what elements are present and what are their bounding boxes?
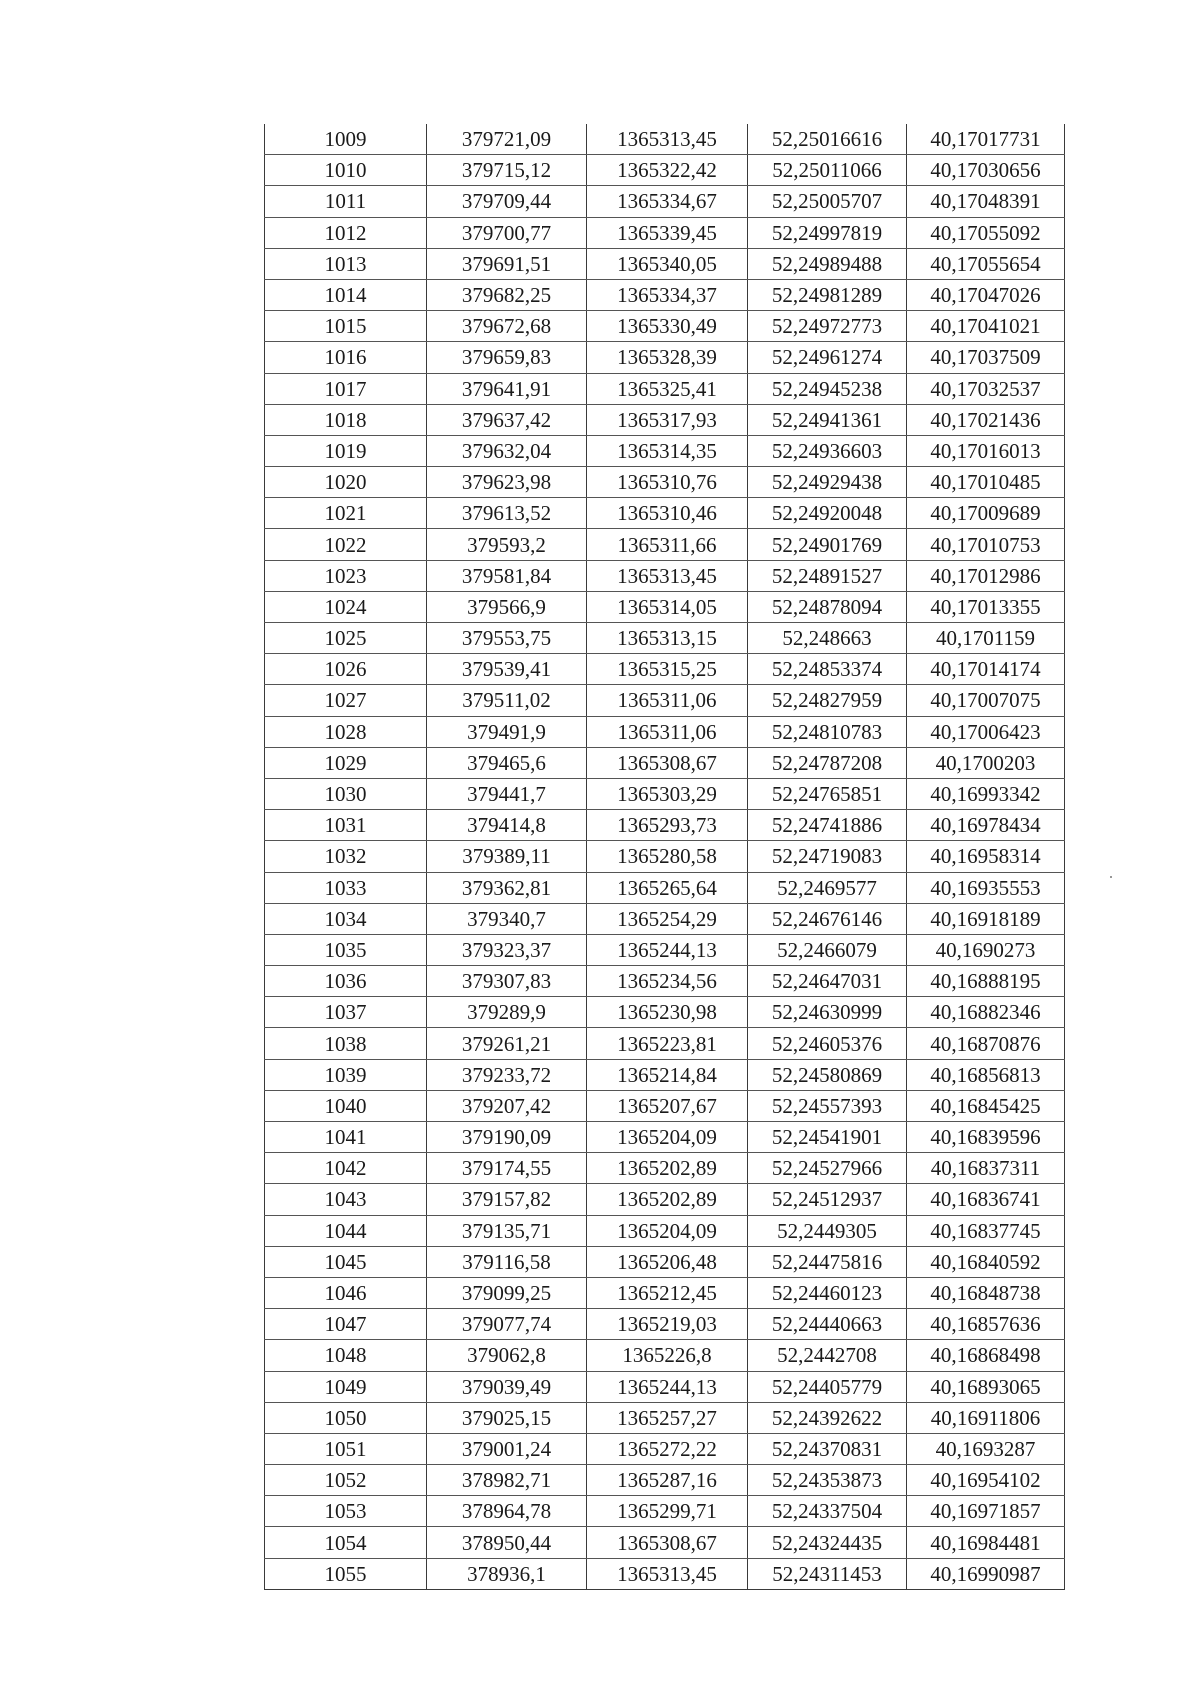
x-coordinate-cell: 379039,49 xyxy=(427,1371,587,1402)
x-coordinate-cell: 378982,71 xyxy=(427,1465,587,1496)
latitude-cell: 52,24719083 xyxy=(748,841,907,872)
latitude-cell: 52,24370831 xyxy=(748,1433,907,1464)
latitude-cell: 52,24827959 xyxy=(748,685,907,716)
table-row xyxy=(265,248,1065,279)
table-row xyxy=(265,217,1065,248)
table-row xyxy=(265,623,1065,654)
y-coordinate-cell: 1365244,13 xyxy=(587,1371,748,1402)
x-coordinate-cell: 379553,75 xyxy=(427,623,587,654)
table-row xyxy=(265,1246,1065,1277)
point-number-cell: 1033 xyxy=(265,872,427,903)
x-coordinate-cell: 379389,11 xyxy=(427,841,587,872)
y-coordinate-cell: 1365314,35 xyxy=(587,435,748,466)
longitude-cell: 40,17021436 xyxy=(907,404,1065,435)
y-coordinate-cell: 1365219,03 xyxy=(587,1309,748,1340)
longitude-cell: 40,1700203 xyxy=(907,747,1065,778)
longitude-cell: 40,16870876 xyxy=(907,1028,1065,1059)
latitude-cell: 52,24981289 xyxy=(748,279,907,310)
latitude-cell: 52,24512937 xyxy=(748,1184,907,1215)
longitude-cell: 40,1690273 xyxy=(907,934,1065,965)
latitude-cell: 52,24945238 xyxy=(748,373,907,404)
longitude-cell: 40,17007075 xyxy=(907,685,1065,716)
x-coordinate-cell: 379190,09 xyxy=(427,1122,587,1153)
longitude-cell: 40,17030656 xyxy=(907,155,1065,186)
point-number-cell: 1032 xyxy=(265,841,427,872)
latitude-cell: 52,25005707 xyxy=(748,186,907,217)
longitude-cell: 40,17016013 xyxy=(907,435,1065,466)
table-row xyxy=(265,404,1065,435)
y-coordinate-cell: 1365308,67 xyxy=(587,747,748,778)
point-number-cell: 1054 xyxy=(265,1527,427,1558)
table-row xyxy=(265,685,1065,716)
coordinates-table xyxy=(264,124,1065,1590)
y-coordinate-cell: 1365313,45 xyxy=(587,124,748,155)
table-row xyxy=(265,903,1065,934)
latitude-cell: 52,2449305 xyxy=(748,1215,907,1246)
longitude-cell: 40,16993342 xyxy=(907,778,1065,809)
table-row xyxy=(265,1309,1065,1340)
table-row xyxy=(265,872,1065,903)
x-coordinate-cell: 379632,04 xyxy=(427,435,587,466)
latitude-cell: 52,24647031 xyxy=(748,966,907,997)
y-coordinate-cell: 1365313,45 xyxy=(587,560,748,591)
latitude-cell: 52,24440663 xyxy=(748,1309,907,1340)
x-coordinate-cell: 379491,9 xyxy=(427,716,587,747)
y-coordinate-cell: 1365257,27 xyxy=(587,1402,748,1433)
longitude-cell: 40,17012986 xyxy=(907,560,1065,591)
x-coordinate-cell: 379207,42 xyxy=(427,1090,587,1121)
x-coordinate-cell: 379511,02 xyxy=(427,685,587,716)
table-row xyxy=(265,279,1065,310)
point-number-cell: 1011 xyxy=(265,186,427,217)
table-row xyxy=(265,1496,1065,1527)
point-number-cell: 1013 xyxy=(265,248,427,279)
x-coordinate-cell: 379135,71 xyxy=(427,1215,587,1246)
latitude-cell: 52,24353873 xyxy=(748,1465,907,1496)
x-coordinate-cell: 379001,24 xyxy=(427,1433,587,1464)
y-coordinate-cell: 1365202,89 xyxy=(587,1184,748,1215)
x-coordinate-cell: 378964,78 xyxy=(427,1496,587,1527)
latitude-cell: 52,24929438 xyxy=(748,467,907,498)
y-coordinate-cell: 1365244,13 xyxy=(587,934,748,965)
latitude-cell: 52,24989488 xyxy=(748,248,907,279)
point-number-cell: 1030 xyxy=(265,778,427,809)
longitude-cell: 40,17055092 xyxy=(907,217,1065,248)
table-row xyxy=(265,654,1065,685)
point-number-cell: 1047 xyxy=(265,1309,427,1340)
latitude-cell: 52,24337504 xyxy=(748,1496,907,1527)
x-coordinate-cell: 379233,72 xyxy=(427,1059,587,1090)
point-number-cell: 1041 xyxy=(265,1122,427,1153)
point-number-cell: 1043 xyxy=(265,1184,427,1215)
longitude-cell: 40,17041021 xyxy=(907,311,1065,342)
x-coordinate-cell: 379157,82 xyxy=(427,1184,587,1215)
longitude-cell: 40,17010753 xyxy=(907,529,1065,560)
longitude-cell: 40,17037509 xyxy=(907,342,1065,373)
table-row xyxy=(265,560,1065,591)
latitude-cell: 52,24941361 xyxy=(748,404,907,435)
table-row xyxy=(265,1558,1065,1589)
point-number-cell: 1053 xyxy=(265,1496,427,1527)
table-row xyxy=(265,498,1065,529)
latitude-cell: 52,2442708 xyxy=(748,1340,907,1371)
latitude-cell: 52,24460123 xyxy=(748,1277,907,1308)
table-row xyxy=(265,716,1065,747)
point-number-cell: 1018 xyxy=(265,404,427,435)
point-number-cell: 1036 xyxy=(265,966,427,997)
latitude-cell: 52,24630999 xyxy=(748,997,907,1028)
latitude-cell: 52,24605376 xyxy=(748,1028,907,1059)
latitude-cell: 52,24878094 xyxy=(748,591,907,622)
longitude-cell: 40,16990987 xyxy=(907,1558,1065,1589)
point-number-cell: 1026 xyxy=(265,654,427,685)
x-coordinate-cell: 379062,8 xyxy=(427,1340,587,1371)
y-coordinate-cell: 1365293,73 xyxy=(587,810,748,841)
point-number-cell: 1046 xyxy=(265,1277,427,1308)
point-number-cell: 1028 xyxy=(265,716,427,747)
longitude-cell: 40,17017731 xyxy=(907,124,1065,155)
point-number-cell: 1035 xyxy=(265,934,427,965)
table-row xyxy=(265,311,1065,342)
longitude-cell: 40,16893065 xyxy=(907,1371,1065,1402)
table-row xyxy=(265,747,1065,778)
longitude-cell: 40,17006423 xyxy=(907,716,1065,747)
longitude-cell: 40,1693287 xyxy=(907,1433,1065,1464)
table-row xyxy=(265,1527,1065,1558)
table-row xyxy=(265,966,1065,997)
point-number-cell: 1016 xyxy=(265,342,427,373)
latitude-cell: 52,24787208 xyxy=(748,747,907,778)
y-coordinate-cell: 1365230,98 xyxy=(587,997,748,1028)
y-coordinate-cell: 1365313,15 xyxy=(587,623,748,654)
table-row xyxy=(265,778,1065,809)
latitude-cell: 52,25011066 xyxy=(748,155,907,186)
point-number-cell: 1042 xyxy=(265,1153,427,1184)
longitude-cell: 40,16848738 xyxy=(907,1277,1065,1308)
latitude-cell: 52,24324435 xyxy=(748,1527,907,1558)
point-number-cell: 1034 xyxy=(265,903,427,934)
point-number-cell: 1039 xyxy=(265,1059,427,1090)
table-row xyxy=(265,591,1065,622)
x-coordinate-cell: 379414,8 xyxy=(427,810,587,841)
x-coordinate-cell: 379613,52 xyxy=(427,498,587,529)
table-row xyxy=(265,1153,1065,1184)
y-coordinate-cell: 1365310,46 xyxy=(587,498,748,529)
longitude-cell: 40,17009689 xyxy=(907,498,1065,529)
point-number-cell: 1038 xyxy=(265,1028,427,1059)
y-coordinate-cell: 1365303,29 xyxy=(587,778,748,809)
latitude-cell: 52,24475816 xyxy=(748,1246,907,1277)
latitude-cell: 52,24527966 xyxy=(748,1153,907,1184)
y-coordinate-cell: 1365340,05 xyxy=(587,248,748,279)
x-coordinate-cell: 379682,25 xyxy=(427,279,587,310)
x-coordinate-cell: 379721,09 xyxy=(427,124,587,155)
x-coordinate-cell: 378936,1 xyxy=(427,1558,587,1589)
latitude-cell: 52,24557393 xyxy=(748,1090,907,1121)
longitude-cell: 40,16984481 xyxy=(907,1527,1065,1558)
table-row xyxy=(265,529,1065,560)
y-coordinate-cell: 1365226,8 xyxy=(587,1340,748,1371)
latitude-cell: 52,24765851 xyxy=(748,778,907,809)
y-coordinate-cell: 1365299,71 xyxy=(587,1496,748,1527)
x-coordinate-cell: 379709,44 xyxy=(427,186,587,217)
y-coordinate-cell: 1365272,22 xyxy=(587,1433,748,1464)
latitude-cell: 52,24961274 xyxy=(748,342,907,373)
x-coordinate-cell: 379099,25 xyxy=(427,1277,587,1308)
x-coordinate-cell: 379323,37 xyxy=(427,934,587,965)
longitude-cell: 40,16978434 xyxy=(907,810,1065,841)
point-number-cell: 1045 xyxy=(265,1246,427,1277)
longitude-cell: 40,17010485 xyxy=(907,467,1065,498)
y-coordinate-cell: 1365339,45 xyxy=(587,217,748,248)
point-number-cell: 1025 xyxy=(265,623,427,654)
latitude-cell: 52,24580869 xyxy=(748,1059,907,1090)
y-coordinate-cell: 1365311,66 xyxy=(587,529,748,560)
table-row xyxy=(265,1028,1065,1059)
y-coordinate-cell: 1365280,58 xyxy=(587,841,748,872)
latitude-cell: 52,24901769 xyxy=(748,529,907,560)
y-coordinate-cell: 1365265,64 xyxy=(587,872,748,903)
table-row xyxy=(265,1433,1065,1464)
x-coordinate-cell: 379566,9 xyxy=(427,591,587,622)
table-row xyxy=(265,1215,1065,1246)
table-row xyxy=(265,1184,1065,1215)
table-row xyxy=(265,155,1065,186)
point-number-cell: 1040 xyxy=(265,1090,427,1121)
table-row xyxy=(265,467,1065,498)
latitude-cell: 52,24936603 xyxy=(748,435,907,466)
point-number-cell: 1024 xyxy=(265,591,427,622)
x-coordinate-cell: 379641,91 xyxy=(427,373,587,404)
longitude-cell: 40,16935553 xyxy=(907,872,1065,903)
point-number-cell: 1052 xyxy=(265,1465,427,1496)
point-number-cell: 1051 xyxy=(265,1433,427,1464)
x-coordinate-cell: 379715,12 xyxy=(427,155,587,186)
x-coordinate-cell: 379362,81 xyxy=(427,872,587,903)
table-row xyxy=(265,1402,1065,1433)
longitude-cell: 40,16954102 xyxy=(907,1465,1065,1496)
table-row xyxy=(265,1371,1065,1402)
latitude-cell: 52,24997819 xyxy=(748,217,907,248)
coordinates-table-body xyxy=(265,124,1065,1589)
point-number-cell: 1044 xyxy=(265,1215,427,1246)
latitude-cell: 52,24405779 xyxy=(748,1371,907,1402)
x-coordinate-cell: 379174,55 xyxy=(427,1153,587,1184)
y-coordinate-cell: 1365254,29 xyxy=(587,903,748,934)
table-row xyxy=(265,1122,1065,1153)
latitude-cell: 52,24541901 xyxy=(748,1122,907,1153)
y-coordinate-cell: 1365315,25 xyxy=(587,654,748,685)
y-coordinate-cell: 1365313,45 xyxy=(587,1558,748,1589)
longitude-cell: 40,16911806 xyxy=(907,1402,1065,1433)
y-coordinate-cell: 1365223,81 xyxy=(587,1028,748,1059)
x-coordinate-cell: 379289,9 xyxy=(427,997,587,1028)
y-coordinate-cell: 1365311,06 xyxy=(587,685,748,716)
y-coordinate-cell: 1365314,05 xyxy=(587,591,748,622)
x-coordinate-cell: 378950,44 xyxy=(427,1527,587,1558)
x-coordinate-cell: 379465,6 xyxy=(427,747,587,778)
y-coordinate-cell: 1365322,42 xyxy=(587,155,748,186)
table-row xyxy=(265,1277,1065,1308)
longitude-cell: 40,16918189 xyxy=(907,903,1065,934)
point-number-cell: 1009 xyxy=(265,124,427,155)
table-row xyxy=(265,810,1065,841)
y-coordinate-cell: 1365328,39 xyxy=(587,342,748,373)
point-number-cell: 1017 xyxy=(265,373,427,404)
latitude-cell: 52,24741886 xyxy=(748,810,907,841)
latitude-cell: 52,24853374 xyxy=(748,654,907,685)
y-coordinate-cell: 1365212,45 xyxy=(587,1277,748,1308)
y-coordinate-cell: 1365204,09 xyxy=(587,1122,748,1153)
longitude-cell: 40,16839596 xyxy=(907,1122,1065,1153)
point-number-cell: 1023 xyxy=(265,560,427,591)
longitude-cell: 40,16888195 xyxy=(907,966,1065,997)
longitude-cell: 40,16836741 xyxy=(907,1184,1065,1215)
x-coordinate-cell: 379672,68 xyxy=(427,311,587,342)
point-number-cell: 1019 xyxy=(265,435,427,466)
longitude-cell: 40,16840592 xyxy=(907,1246,1065,1277)
table-row xyxy=(265,934,1065,965)
y-coordinate-cell: 1365207,67 xyxy=(587,1090,748,1121)
longitude-cell: 40,17014174 xyxy=(907,654,1065,685)
y-coordinate-cell: 1365325,41 xyxy=(587,373,748,404)
longitude-cell: 40,16971857 xyxy=(907,1496,1065,1527)
y-coordinate-cell: 1365334,37 xyxy=(587,279,748,310)
point-number-cell: 1049 xyxy=(265,1371,427,1402)
y-coordinate-cell: 1365234,56 xyxy=(587,966,748,997)
table-row xyxy=(265,1465,1065,1496)
x-coordinate-cell: 379700,77 xyxy=(427,217,587,248)
table-row xyxy=(265,841,1065,872)
y-coordinate-cell: 1365311,06 xyxy=(587,716,748,747)
x-coordinate-cell: 379539,41 xyxy=(427,654,587,685)
point-number-cell: 1029 xyxy=(265,747,427,778)
point-number-cell: 1050 xyxy=(265,1402,427,1433)
point-number-cell: 1048 xyxy=(265,1340,427,1371)
longitude-cell: 40,16845425 xyxy=(907,1090,1065,1121)
x-coordinate-cell: 379623,98 xyxy=(427,467,587,498)
latitude-cell: 52,24311453 xyxy=(748,1558,907,1589)
longitude-cell: 40,16868498 xyxy=(907,1340,1065,1371)
scan-speck xyxy=(1110,876,1112,878)
point-number-cell: 1020 xyxy=(265,467,427,498)
table-row xyxy=(265,435,1065,466)
longitude-cell: 40,16856813 xyxy=(907,1059,1065,1090)
point-number-cell: 1022 xyxy=(265,529,427,560)
table-row xyxy=(265,124,1065,155)
latitude-cell: 52,2469577 xyxy=(748,872,907,903)
table-row xyxy=(265,186,1065,217)
y-coordinate-cell: 1365310,76 xyxy=(587,467,748,498)
x-coordinate-cell: 379691,51 xyxy=(427,248,587,279)
longitude-cell: 40,16837311 xyxy=(907,1153,1065,1184)
longitude-cell: 40,17048391 xyxy=(907,186,1065,217)
latitude-cell: 52,24676146 xyxy=(748,903,907,934)
point-number-cell: 1055 xyxy=(265,1558,427,1589)
longitude-cell: 40,17047026 xyxy=(907,279,1065,310)
x-coordinate-cell: 379441,7 xyxy=(427,778,587,809)
latitude-cell: 52,248663 xyxy=(748,623,907,654)
latitude-cell: 52,2466079 xyxy=(748,934,907,965)
table-row xyxy=(265,1090,1065,1121)
table-row xyxy=(265,342,1065,373)
x-coordinate-cell: 379077,74 xyxy=(427,1309,587,1340)
x-coordinate-cell: 379025,15 xyxy=(427,1402,587,1433)
x-coordinate-cell: 379637,42 xyxy=(427,404,587,435)
latitude-cell: 52,25016616 xyxy=(748,124,907,155)
table-row xyxy=(265,373,1065,404)
y-coordinate-cell: 1365206,48 xyxy=(587,1246,748,1277)
longitude-cell: 40,16958314 xyxy=(907,841,1065,872)
latitude-cell: 52,24972773 xyxy=(748,311,907,342)
longitude-cell: 40,17013355 xyxy=(907,591,1065,622)
longitude-cell: 40,17055654 xyxy=(907,248,1065,279)
longitude-cell: 40,17032537 xyxy=(907,373,1065,404)
point-number-cell: 1012 xyxy=(265,217,427,248)
table-row xyxy=(265,1340,1065,1371)
x-coordinate-cell: 379581,84 xyxy=(427,560,587,591)
x-coordinate-cell: 379261,21 xyxy=(427,1028,587,1059)
point-number-cell: 1027 xyxy=(265,685,427,716)
longitude-cell: 40,16882346 xyxy=(907,997,1065,1028)
point-number-cell: 1021 xyxy=(265,498,427,529)
y-coordinate-cell: 1365202,89 xyxy=(587,1153,748,1184)
y-coordinate-cell: 1365214,84 xyxy=(587,1059,748,1090)
point-number-cell: 1037 xyxy=(265,997,427,1028)
y-coordinate-cell: 1365308,67 xyxy=(587,1527,748,1558)
point-number-cell: 1010 xyxy=(265,155,427,186)
y-coordinate-cell: 1365334,67 xyxy=(587,186,748,217)
y-coordinate-cell: 1365330,49 xyxy=(587,311,748,342)
x-coordinate-cell: 379116,58 xyxy=(427,1246,587,1277)
point-number-cell: 1014 xyxy=(265,279,427,310)
x-coordinate-cell: 379340,7 xyxy=(427,903,587,934)
x-coordinate-cell: 379593,2 xyxy=(427,529,587,560)
point-number-cell: 1015 xyxy=(265,311,427,342)
y-coordinate-cell: 1365317,93 xyxy=(587,404,748,435)
x-coordinate-cell: 379307,83 xyxy=(427,966,587,997)
table-row xyxy=(265,1059,1065,1090)
latitude-cell: 52,24891527 xyxy=(748,560,907,591)
latitude-cell: 52,24920048 xyxy=(748,498,907,529)
latitude-cell: 52,24392622 xyxy=(748,1402,907,1433)
longitude-cell: 40,1701159 xyxy=(907,623,1065,654)
table-row xyxy=(265,997,1065,1028)
x-coordinate-cell: 379659,83 xyxy=(427,342,587,373)
longitude-cell: 40,16837745 xyxy=(907,1215,1065,1246)
point-number-cell: 1031 xyxy=(265,810,427,841)
y-coordinate-cell: 1365204,09 xyxy=(587,1215,748,1246)
longitude-cell: 40,16857636 xyxy=(907,1309,1065,1340)
y-coordinate-cell: 1365287,16 xyxy=(587,1465,748,1496)
latitude-cell: 52,24810783 xyxy=(748,716,907,747)
